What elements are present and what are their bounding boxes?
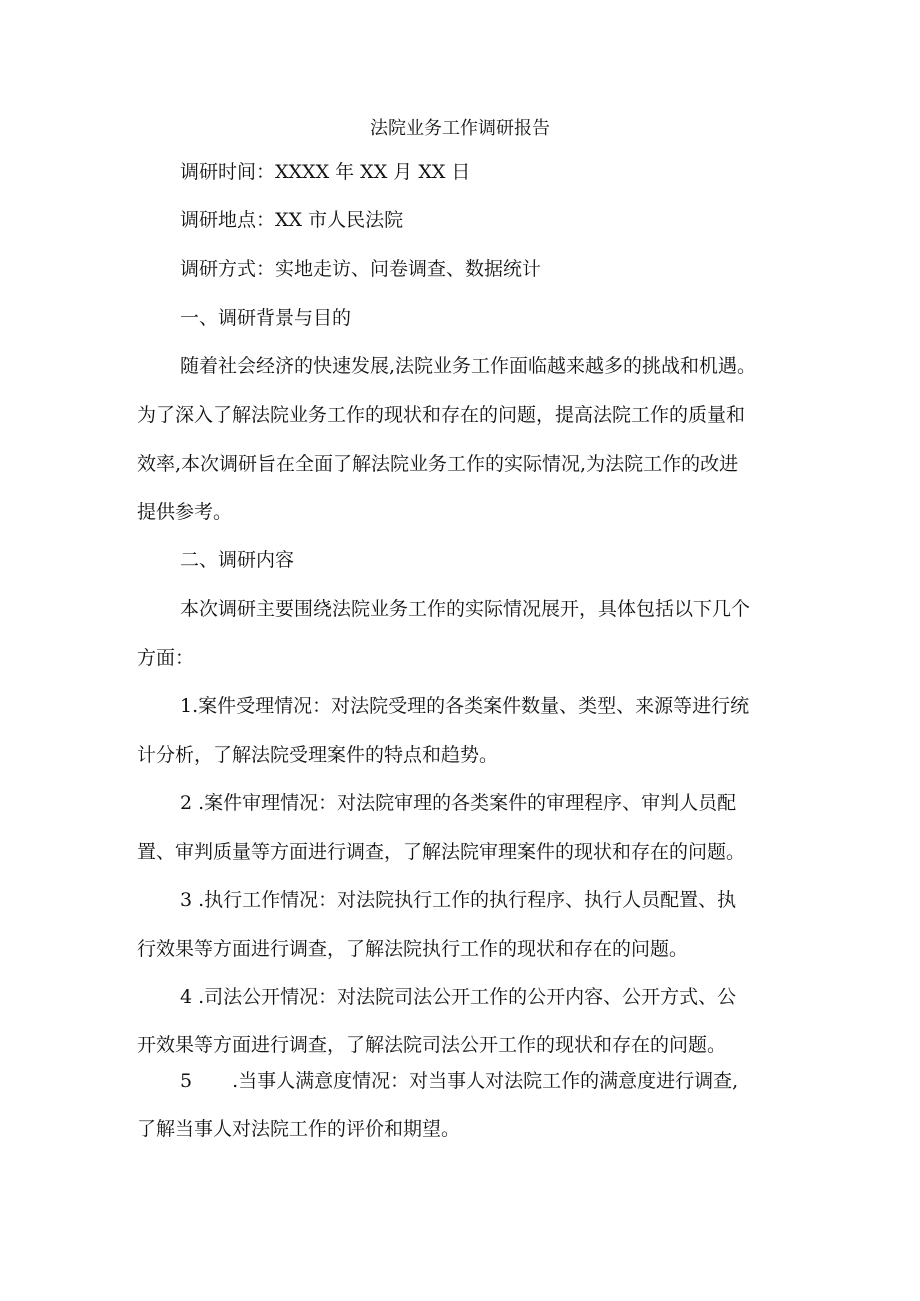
survey-time: 调研时间：XXXX 年 XX 月 XX 日: [180, 161, 471, 183]
list-item-number: 5: [180, 1070, 193, 1092]
list-item-line: 置、审判质量等方面进行调查，了解法院审理案件的现状和存在的问题。: [137, 841, 746, 863]
list-item-line: 开效果等方面进行调查，了解法院司法公开工作的现状和存在的问题。: [137, 1034, 727, 1056]
list-item-line: 2 .案件审理情况：对法院审理的各类案件的审理程序、审判人员配: [180, 792, 737, 814]
survey-place: 调研地点：XX 市人民法院: [180, 209, 404, 231]
section-2-heading: 二、调研内容: [180, 549, 295, 571]
list-item-line: 3 .执行工作情况：对法院执行工作的执行程序、执行人员配置、执: [180, 889, 737, 911]
document-title: 法院业务工作调研报告: [370, 118, 550, 139]
list-item-line: 了解当事人对法院工作的评价和期望。: [137, 1118, 461, 1140]
paragraph-line: 随着社会经济的快速发展,法院业务工作面临越来越多的挑战和机遇。: [180, 355, 757, 377]
list-item-line: 计分析，了解法院受理案件的特点和趋势。: [137, 744, 499, 766]
list-item-line: [180, 1069, 738, 1093]
paragraph-line: 方面：: [137, 647, 195, 669]
survey-method: 调研方式：实地走访、问卷调查、数据统计: [180, 258, 542, 280]
paragraph-line: 本次调研主要围绕法院业务工作的实际情况展开，具体包括以下几个: [180, 598, 751, 620]
list-item-text: .当事人满意度情况：对当事人对法院工作的满意度进行调查,: [232, 1070, 739, 1092]
paragraph-line: 提供参考。: [137, 501, 233, 523]
list-item-line: 行效果等方面进行调查，了解法院执行工作的现状和存在的问题。: [137, 938, 689, 960]
paragraph-line: 为了深入了解法院业务工作的现状和存在的问题，提高法院工作的质量和: [137, 404, 746, 426]
list-item-line: 1.案件受理情况：对法院受理的各类案件数量、类型、来源等进行统: [180, 695, 750, 717]
paragraph-line: 效率,本次调研旨在全面了解法院业务工作的实际情况,为法院工作的改进: [137, 453, 739, 475]
section-1-heading: 一、调研背景与目的: [180, 307, 352, 329]
list-item-line: 4 .司法公开情况：对法院司法公开工作的公开内容、公开方式、公: [180, 986, 737, 1008]
